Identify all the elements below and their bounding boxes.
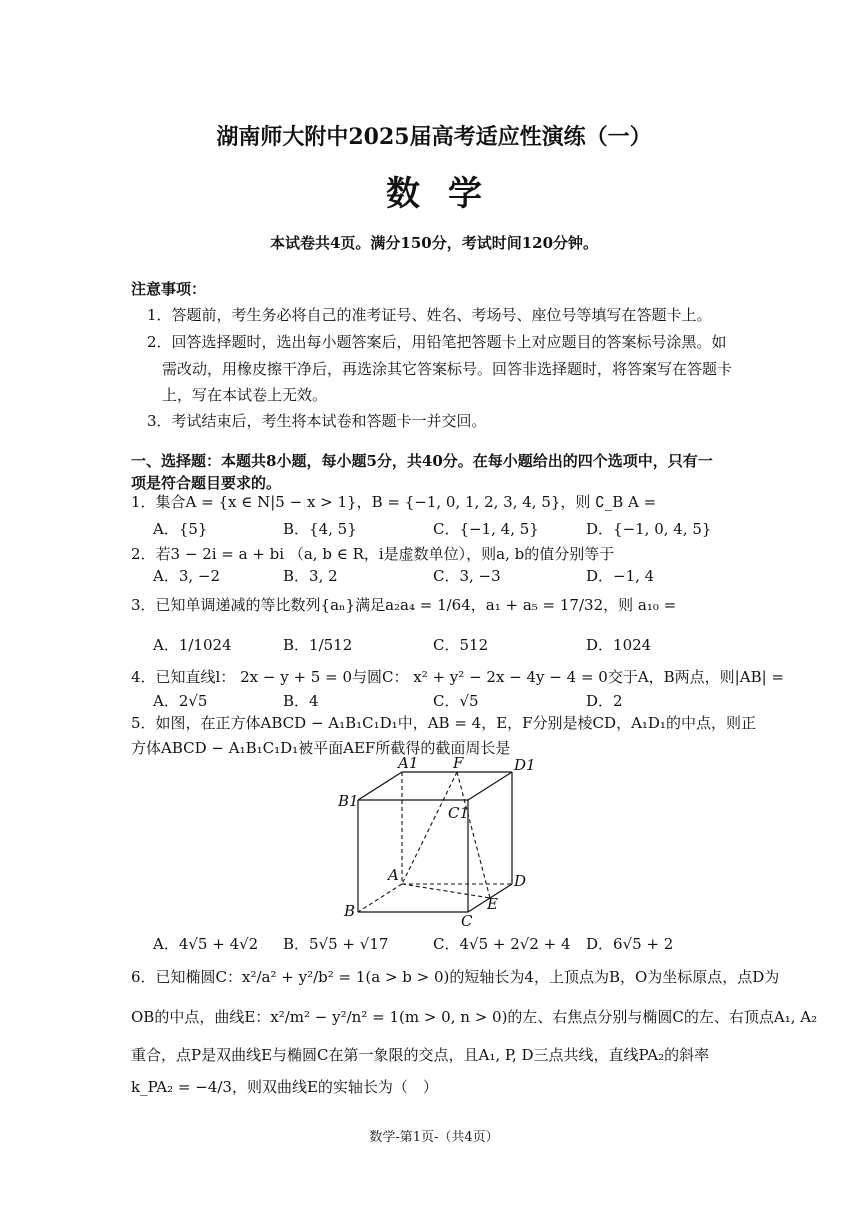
notice-item: 需改动，用橡皮擦干净后，再选涂其它答案标号。回答非选择题时，将答案写在答题卡 bbox=[162, 360, 733, 378]
q3-option-a: A．1/1024 bbox=[153, 636, 232, 654]
label-d1: D1 bbox=[514, 756, 536, 774]
question-6-stem-cont: OB的中点，曲线E：x²/m² − y²/n² = 1(m > 0, n > 0)的左、右焦点分别与椭圆C的左、右顶点A₁, A₂ bbox=[131, 1008, 818, 1026]
exam-title: 湖南师大附中2025届高考适应性演练（一） bbox=[216, 124, 652, 150]
notice-heading: 注意事项： bbox=[131, 280, 207, 298]
q1-option-c: C．{−1, 4, 5} bbox=[433, 520, 539, 538]
section-heading: 一、选择题：本题共8小题，每小题5分，共40分。在每小题给出的四个选项中，只有一 bbox=[131, 452, 713, 470]
question-6-stem-cont: k_PA₂ = −4/3，则双曲线E的实轴长为（ ） bbox=[131, 1078, 438, 1096]
label-d: D bbox=[514, 872, 527, 890]
question-5-stem-cont: 方体ABCD − A₁B₁C₁D₁被平面AEF所截得的截面周长是 bbox=[131, 739, 511, 757]
q2-option-b: B．3, 2 bbox=[283, 567, 338, 585]
exam-info: 本试卷共4页。满分150分，考试时间120分钟。 bbox=[269, 234, 599, 252]
label-b: B bbox=[344, 902, 356, 920]
label-e: E bbox=[487, 895, 498, 913]
question-1-stem: 1．集合A = {x ∈ N|5 − x > 1}，B = {−1, 0, 1, 2, 3, 4, 5}，则 ∁_B A = bbox=[131, 493, 657, 511]
cube-figure bbox=[330, 752, 550, 928]
question-6-stem-cont: 重合，点P是双曲线E与椭圆C在第一象限的交点，且A₁, P, D三点共线，直线PA₂的斜率 bbox=[131, 1046, 710, 1064]
q5-option-b: B．5√5 + √17 bbox=[283, 935, 389, 953]
notice-item: 3．考试结束后，考生将本试卷和答题卡一并交回。 bbox=[147, 412, 487, 430]
q4-option-d: D．2 bbox=[586, 692, 623, 710]
q1-option-b: B．{4, 5} bbox=[283, 520, 357, 538]
section-heading-cont: 项是符合题目要求的。 bbox=[131, 474, 282, 492]
q4-option-a: A．2√5 bbox=[153, 692, 208, 710]
q2-option-d: D．−1, 4 bbox=[586, 567, 655, 585]
q1-option-d: D．{−1, 0, 4, 5} bbox=[586, 520, 712, 538]
label-a: A bbox=[388, 866, 399, 884]
q4-option-c: C．√5 bbox=[433, 692, 479, 710]
q2-option-a: A．3, −2 bbox=[153, 567, 221, 585]
question-3-stem: 3．已知单调递减的等比数列{aₙ}满足a₂a₄ = 1/64，a₁ + a₅ = 17/32，则 a₁₀ = bbox=[131, 596, 677, 614]
q3-option-c: C．512 bbox=[433, 636, 489, 654]
q3-option-d: D．1024 bbox=[586, 636, 652, 654]
q4-option-b: B．4 bbox=[283, 692, 319, 710]
question-5-stem: 5．如图，在正方体ABCD − A₁B₁C₁D₁中，AB = 4，E，F分别是棱CD，A₁D₁的中点，则正 bbox=[131, 714, 756, 732]
q5-option-a: A．4√5 + 4√2 bbox=[153, 935, 259, 953]
label-f: F bbox=[453, 754, 464, 772]
question-2-stem: 2．若3 − 2i = a + bi （a, b ∈ R，i是虚数单位），则a, b的值分别等于 bbox=[131, 545, 615, 563]
label-b1: B1 bbox=[338, 792, 359, 810]
q1-option-a: A．{5} bbox=[153, 520, 208, 538]
subject-title: 数学 bbox=[386, 174, 510, 214]
q5-option-d: D．6√5 + 2 bbox=[586, 935, 674, 953]
page-footer: 数学-第1页-（共4页） bbox=[369, 1130, 499, 1145]
notice-item: 上，写在本试卷上无效。 bbox=[162, 386, 328, 404]
notice-item: 2．回答选择题时，选出每小题答案后，用铅笔把答题卡上对应题目的答案标号涂黑。如 bbox=[147, 333, 727, 351]
label-c1: C1 bbox=[448, 804, 470, 822]
q3-option-b: B．1/512 bbox=[283, 636, 353, 654]
question-6-stem: 6．已知椭圆C：x²/a² + y²/b² = 1(a > b > 0)的短轴长为4，上顶点为B，O为坐标原点，点D为 bbox=[131, 968, 780, 986]
label-a1: A1 bbox=[398, 754, 419, 772]
q5-option-c: C．4√5 + 2√2 + 4 bbox=[433, 935, 571, 953]
label-c: C bbox=[461, 912, 473, 928]
q2-option-c: C．3, −3 bbox=[433, 567, 501, 585]
notice-item: 1．答题前，考生务必将自己的准考证号、姓名、考场号、座位号等填写在答题卡上。 bbox=[147, 306, 712, 324]
question-4-stem: 4．已知直线l： 2x − y + 5 = 0与圆C： x² + y² − 2x − 4y − 4 = 0交于A，B两点，则|AB| = bbox=[131, 668, 784, 686]
